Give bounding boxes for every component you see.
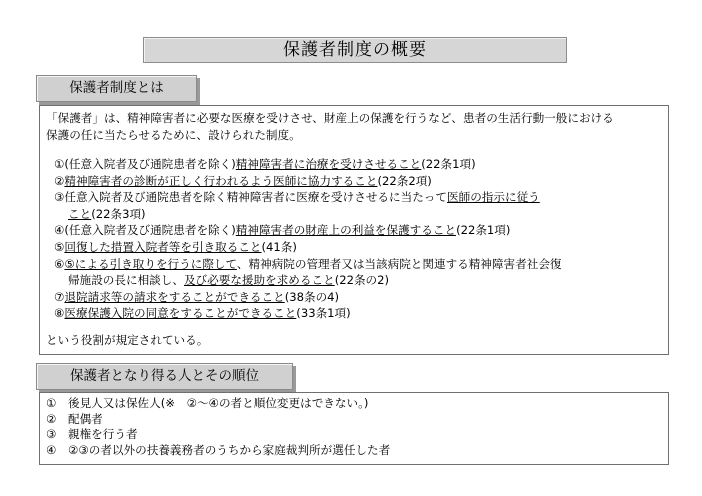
system-description-box	[39, 105, 669, 355]
order-item: ① 後見人又は保佐人(※ ②～④の者と順位変更はできない。)	[46, 396, 369, 410]
section-heading-guardian-order: 保護者となり得る人とその順位	[36, 363, 293, 390]
duty-item: ②精神障害者の診断が正しく行われるよう医師に協力すること(22条2項)	[54, 173, 432, 188]
order-item: ② 配偶者	[46, 411, 103, 426]
duty-item: ③任意入院者及び通院患者を除く精神障害者に医療を受けさせるに当たって医師の指示に従う	[54, 190, 540, 205]
page-title: 保護者制度の概要	[143, 37, 567, 63]
order-item: ④ ②③の者以外の扶養義務者のうちから家庭裁判所が選任した者	[46, 442, 391, 457]
duty-item: ⑧医療保護入院の同意をすることができること(33条1項)	[54, 306, 351, 321]
duty-item: ⑥⑤による引き取りを行うに際して、精神病院の管理者又は当該病院と関連する精神障害者社会復	[54, 256, 562, 271]
section-heading-system: 保護者制度とは	[36, 75, 197, 102]
duty-item: ④(任意入院者及び通院患者を除く)精神障害者の財産上の利益を保護すること(22条1項)	[54, 223, 511, 238]
closing-line: という役割が規定されている。	[46, 332, 209, 347]
intro-line: 保護の任に当たらせるために、設けられた制度。	[46, 128, 301, 142]
duty-item-continuation: こと(22条3項)	[68, 206, 146, 221]
duty-item-continuation: 帰施設の長に相談し、及び必要な援助を求めること(22条の2)	[68, 273, 390, 288]
duty-item: ⑤回復した措置入院者等を引き取ること(41条)	[54, 239, 297, 254]
guardian-order-box	[39, 392, 669, 465]
duty-item: ⑦退院請求等の請求をすることができること(38条の4)	[54, 289, 340, 304]
intro-line: 「保護者」は、精神障害者に必要な医療を受けさせ、財産上の保護を行うなど、患者の生活行動一般における	[46, 111, 614, 125]
order-item: ③ 親権を行う者	[46, 427, 138, 441]
duty-item: ①(任意入院者及び通院患者を除く)精神障害者に治療を受けさせること(22条1項)	[54, 157, 476, 171]
